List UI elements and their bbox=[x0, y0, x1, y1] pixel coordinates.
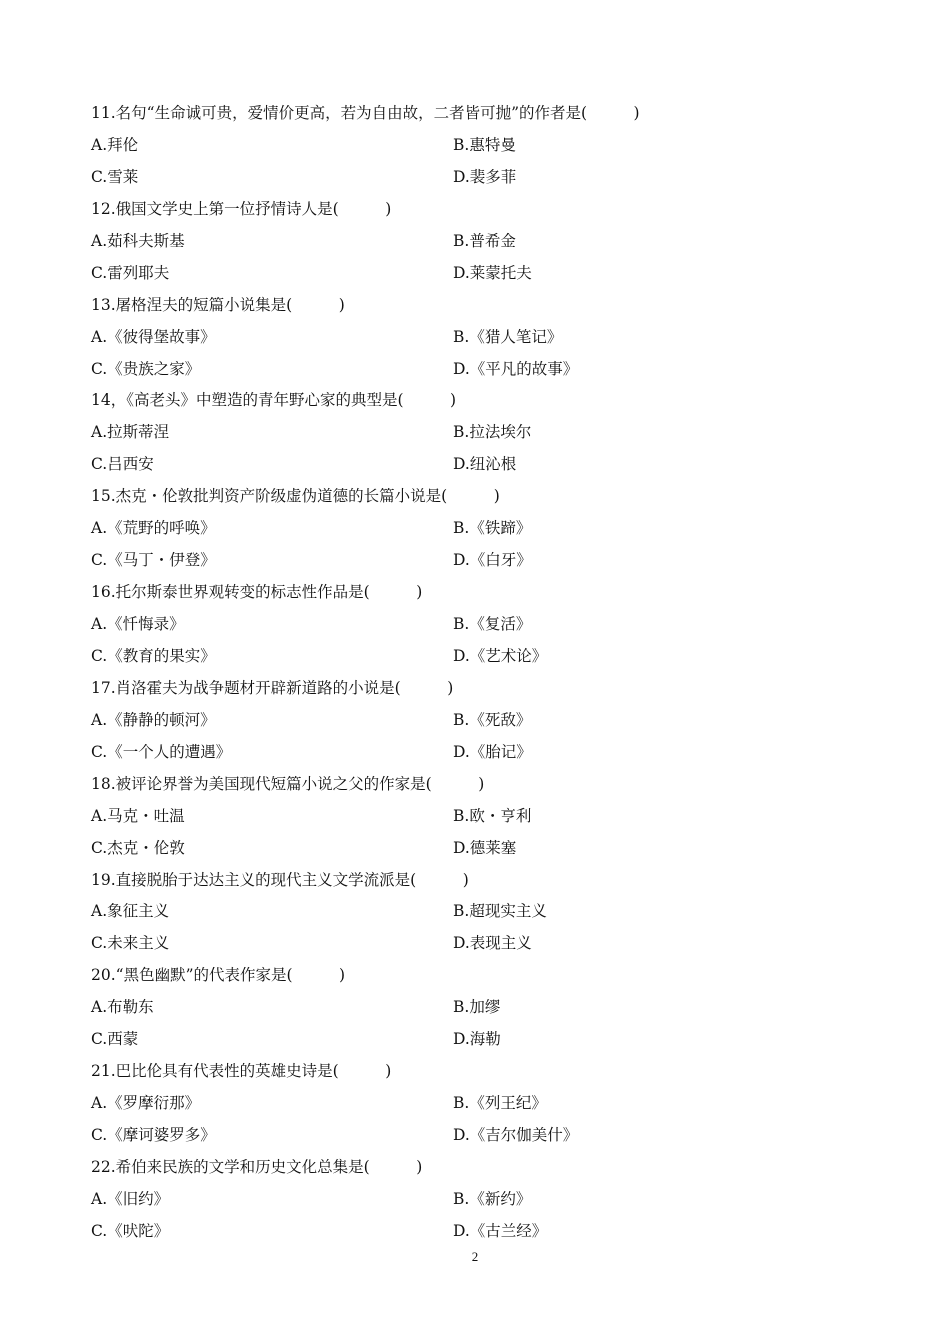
option-row bbox=[91, 833, 871, 865]
question-stem: 22.希伯来民族的文学和历史文化总集是( ) bbox=[91, 1157, 423, 1176]
option-d: D.《古兰经》 bbox=[453, 1221, 548, 1240]
option-row bbox=[91, 162, 871, 194]
option-row bbox=[91, 322, 871, 354]
option-row bbox=[91, 545, 871, 577]
option-c: C.杰克・伦敦 bbox=[91, 838, 185, 857]
option-a: A.拜伦 bbox=[91, 135, 139, 154]
option-b: B.普希金 bbox=[453, 231, 516, 250]
option-row bbox=[91, 354, 871, 386]
option-c: C.《马丁・伊登》 bbox=[91, 551, 216, 570]
option-c: C.吕西安 bbox=[91, 455, 154, 474]
option-b: B.《死敌》 bbox=[453, 710, 532, 729]
option-row bbox=[91, 226, 871, 258]
option-c: C.《一个人的遭遇》 bbox=[91, 742, 232, 761]
option-a: A.《彼得堡故事》 bbox=[91, 327, 216, 346]
option-d: D.《白牙》 bbox=[453, 551, 532, 570]
question-stem: 13.屠格涅夫的短篇小说集是( ) bbox=[91, 295, 345, 314]
option-c: C.《教育的果实》 bbox=[91, 646, 216, 665]
page-number: 2 bbox=[471, 1249, 479, 1264]
option-c: C.西蒙 bbox=[91, 1030, 139, 1049]
question-stem: 16.托尔斯泰世界观转变的标志性作品是( ) bbox=[91, 583, 423, 602]
option-d: D.裴多菲 bbox=[453, 167, 517, 186]
option-c: C.未来主义 bbox=[91, 934, 170, 953]
option-row bbox=[91, 705, 871, 737]
option-d: D.德莱塞 bbox=[453, 838, 517, 857]
option-row bbox=[91, 641, 871, 673]
option-row bbox=[91, 258, 871, 290]
option-a: A.布勒东 bbox=[91, 998, 154, 1017]
option-row bbox=[91, 896, 871, 928]
option-d: D.《胎记》 bbox=[453, 742, 532, 761]
question-stem: 14，《高老头》中塑造的青年野心家的典型是( ) bbox=[91, 391, 457, 410]
option-d: D.莱蒙托夫 bbox=[453, 263, 532, 282]
option-d: D.《平凡的故事》 bbox=[453, 359, 579, 378]
option-b: B.《复活》 bbox=[453, 615, 532, 633]
option-row bbox=[91, 1216, 871, 1248]
option-row bbox=[91, 801, 871, 833]
option-c: C.《贵族之家》 bbox=[91, 359, 201, 378]
option-c: C.雪莱 bbox=[91, 167, 139, 186]
question-stem: 21.巴比伦具有代表性的英雄史诗是( ) bbox=[91, 1062, 392, 1081]
question-stem: 12.俄国文学史上第一位抒情诗人是( ) bbox=[91, 199, 392, 218]
option-b: B.欧・亨利 bbox=[453, 806, 532, 825]
option-b: B.加缪 bbox=[453, 998, 501, 1017]
option-c: C.《吠陀》 bbox=[91, 1221, 170, 1240]
option-row bbox=[91, 1024, 871, 1056]
option-a: A.马克・吐温 bbox=[91, 806, 185, 825]
option-a: A.《荒野的呼唤》 bbox=[91, 519, 216, 538]
option-row bbox=[91, 1184, 871, 1216]
option-row bbox=[91, 609, 871, 641]
option-d: D.《吉尔伽美什》 bbox=[453, 1126, 579, 1144]
option-row bbox=[91, 992, 871, 1024]
option-b: B.超现实主义 bbox=[453, 902, 547, 921]
option-row bbox=[91, 449, 871, 481]
option-d: D.海勒 bbox=[453, 1030, 501, 1049]
option-d: D.表现主义 bbox=[453, 934, 532, 953]
option-b: B.《铁蹄》 bbox=[453, 519, 532, 538]
option-row bbox=[91, 1088, 871, 1120]
option-row bbox=[91, 737, 871, 769]
question-stem: 19.直接脱胎于达达主义的现代主义文学流派是( ) bbox=[91, 870, 469, 889]
question-stem: 20.“黑色幽默”的代表作家是( ) bbox=[91, 966, 346, 985]
option-a: A.拉斯蒂涅 bbox=[91, 423, 170, 442]
question-stem: 15.杰克・伦敦批判资产阶级虚伪道德的长篇小说是( ) bbox=[91, 487, 500, 506]
option-a: A.象征主义 bbox=[91, 902, 170, 921]
option-c: C.《摩诃婆罗多》 bbox=[91, 1126, 216, 1144]
option-b: B.《新约》 bbox=[453, 1189, 532, 1208]
option-b: B.《猎人笔记》 bbox=[453, 327, 563, 346]
option-a: A.《旧约》 bbox=[91, 1189, 170, 1208]
question-stem: 11.名句“生命诚可贵，爱情价更高，若为自由故，二者皆可抛”的作者是( ) bbox=[91, 104, 640, 122]
option-row bbox=[91, 513, 871, 545]
option-a: A.《静静的顿河》 bbox=[91, 710, 216, 729]
option-a: A.《忏悔录》 bbox=[91, 615, 185, 633]
option-c: C.雷列耶夫 bbox=[91, 263, 170, 282]
option-row bbox=[91, 417, 871, 449]
option-row bbox=[91, 928, 871, 960]
option-row bbox=[91, 1120, 871, 1152]
option-a: A.《罗摩衍那》 bbox=[91, 1094, 201, 1113]
question-stem: 18.被评论界誉为美国现代短篇小说之父的作家是( ) bbox=[91, 774, 485, 793]
option-b: B.惠特曼 bbox=[453, 135, 516, 154]
option-row bbox=[91, 130, 871, 162]
option-d: D.纽沁根 bbox=[453, 455, 517, 474]
question-stem: 17.肖洛霍夫为战争题材开辟新道路的小说是( ) bbox=[91, 678, 454, 697]
option-a: A.茹科夫斯基 bbox=[91, 231, 185, 250]
option-b: B.《列王纪》 bbox=[453, 1094, 547, 1113]
question-list bbox=[91, 98, 871, 1248]
option-b: B.拉法埃尔 bbox=[453, 423, 532, 442]
option-d: D.《艺术论》 bbox=[453, 646, 548, 665]
